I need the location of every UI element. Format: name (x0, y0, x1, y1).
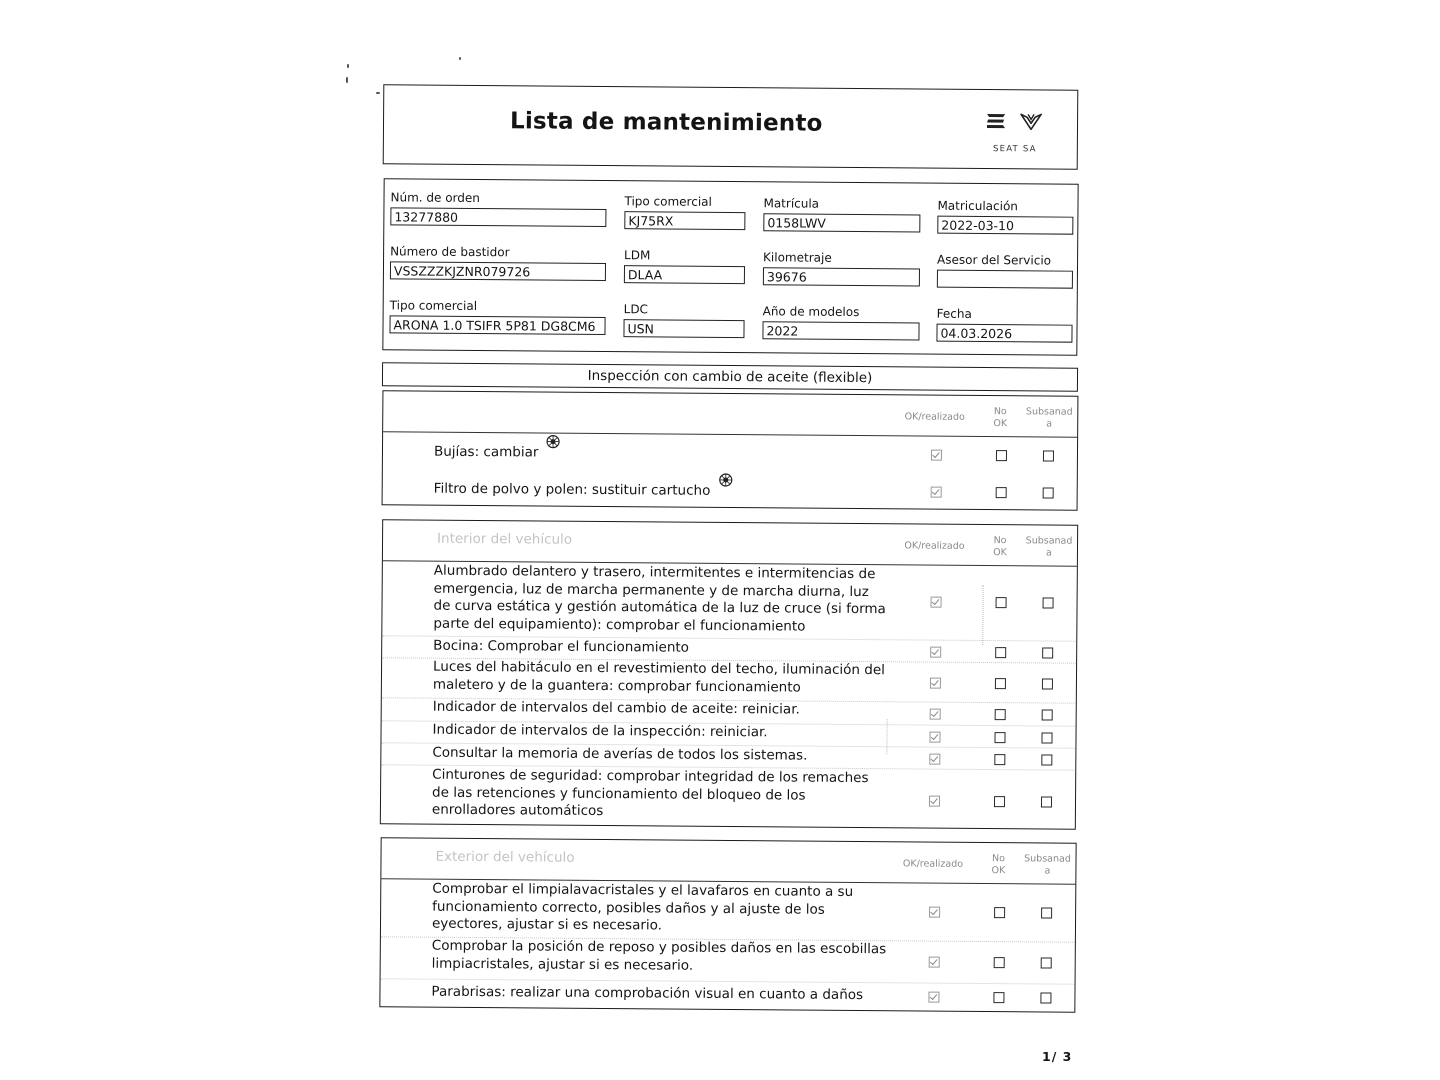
scan-speck (347, 64, 349, 68)
item-label: Filtro de polvo y polen: sustituir cartucho (433, 480, 711, 499)
fixed-checkbox[interactable] (1042, 709, 1053, 720)
fixed-checkbox[interactable] (1041, 796, 1052, 807)
not-ok-checkbox[interactable] (995, 647, 1006, 658)
date-field (936, 306, 1072, 343)
field-label: LDC (623, 302, 649, 317)
field-label: Tipo comercial (624, 194, 712, 209)
field-value: 0158LWV (763, 213, 920, 232)
section-title: Inspección con cambio de aceite (flexible) (382, 362, 1078, 391)
col-header-line: a (1046, 418, 1053, 430)
ok-checkbox[interactable] (929, 754, 940, 765)
seat-logo-icon (985, 112, 1007, 130)
item-text: Indicador de intervalos de la inspección: reiniciar. (432, 721, 768, 741)
document-title: Lista de mantenimiento (509, 108, 823, 137)
field-label: Fecha (936, 306, 972, 321)
registration-date-field (937, 198, 1073, 235)
fixed-checkbox[interactable] (1043, 487, 1054, 498)
field-value: DLAA (624, 265, 745, 284)
col-header-line: Subsanad (1024, 853, 1071, 865)
col-header-fixed (1021, 853, 1073, 877)
ok-checkbox[interactable] (931, 450, 942, 461)
ok-checkbox[interactable] (930, 678, 941, 689)
col-header-line: No (992, 853, 1006, 865)
checklist-table-interior (380, 519, 1078, 829)
field-label: Número de bastidor (390, 244, 510, 260)
checklist-row (381, 936, 1075, 982)
item-text: Comprobar el limpialavacristales y el lavafaros en cuanto a su funcionamiento correcto, posibles daños y al ajuste de los eyectores, ajustar si es necesario. (431, 880, 854, 934)
col-header-line: a (1044, 865, 1051, 877)
cupra-logo-icon (1019, 111, 1043, 131)
fixed-checkbox[interactable] (1041, 907, 1052, 918)
ok-checkbox[interactable] (930, 709, 941, 720)
col-header-line: No (993, 406, 1007, 418)
col-header-no-ok (988, 406, 1012, 430)
item-text: Luces del habitáculo en el revestimiento del techo, iluminación del maletero y de la guantera: comprobar funcionamiento (432, 658, 885, 696)
service-advisor-field (937, 252, 1073, 289)
commercial-type-full-field (389, 297, 605, 335)
gear-icon (546, 435, 560, 449)
field-value: ARONA 1.0 TSIFR 5P81 DG8CM6 (389, 315, 605, 335)
group-title: Interior del vehículo (436, 530, 573, 548)
fixed-checkbox[interactable] (1041, 754, 1052, 765)
scan-speck (346, 77, 348, 83)
item-text (434, 481, 894, 502)
not-ok-checkbox[interactable] (995, 709, 1006, 720)
col-header-line: OK (993, 418, 1008, 430)
item-text: Consultar la memoria de averías de todos los sistemas. (432, 744, 808, 764)
not-ok-checkbox[interactable] (993, 992, 1004, 1003)
order-number-field (390, 189, 606, 227)
col-header-line: a (1045, 547, 1052, 559)
not-ok-checkbox[interactable] (994, 732, 1005, 743)
checklist-row (383, 473, 1077, 508)
not-ok-checkbox[interactable] (994, 907, 1005, 918)
checklist-row (380, 978, 1074, 1010)
checklist-table-service (382, 390, 1079, 510)
col-header-ok: OK/realizado (904, 540, 965, 552)
scan-speck (376, 92, 380, 94)
field-value: VSSZZZKJZNR079726 (390, 261, 606, 281)
col-header-line: No (993, 535, 1007, 547)
field-value: 04.03.2026 (936, 324, 1072, 343)
fixed-checkbox[interactable] (1042, 647, 1053, 658)
checklist-row (382, 657, 1076, 701)
col-header-line: Subsanad (1025, 535, 1073, 547)
checklist-table-exterior (379, 837, 1076, 1012)
brand-logos (975, 108, 1055, 159)
field-label: Matriculación (937, 198, 1018, 214)
mileage-field (763, 249, 920, 286)
item-text: Alumbrado delantero y trasero, intermitentes e intermitencias de emergencia, luz de marcha permanente y de marcha diurna, luz de curva estática y gestión automática de la luz de cruce (si forma parte del equipamiento): comprobar el funcionamiento (433, 562, 886, 635)
field-label: Tipo comercial (389, 298, 478, 314)
col-header-fixed (1023, 406, 1075, 430)
col-header-ok: OK/realizado (904, 411, 965, 423)
fixed-checkbox[interactable] (1043, 597, 1054, 608)
group-title: Exterior del vehículo (435, 848, 575, 866)
model-year-field (762, 303, 919, 340)
ok-checkbox[interactable] (931, 487, 942, 498)
col-header-line: OK (991, 865, 1006, 877)
not-ok-checkbox[interactable] (994, 796, 1005, 807)
field-label: Kilometraje (763, 250, 832, 265)
vin-field (390, 243, 606, 281)
not-ok-checkbox[interactable] (996, 450, 1007, 461)
col-header-line: OK (993, 547, 1007, 559)
gear-icon (718, 473, 732, 487)
field-label: Matrícula (763, 196, 820, 211)
field-value: 39676 (763, 267, 920, 286)
fixed-checkbox[interactable] (1041, 957, 1052, 968)
col-header-no-ok (988, 535, 1012, 559)
page-number: 1/ 3 (1042, 1049, 1073, 1064)
ldc-field (623, 301, 744, 338)
table-header (383, 520, 1077, 566)
item-text: Comprobar la posición de reposo y posibles daños en las escobillas limpiacristales, ajustar si es necesario. (431, 937, 887, 974)
brand-name: SEAT SA (992, 144, 1037, 155)
item-label: Bujías: cambiar (433, 443, 539, 461)
field-value: KJ75RX (624, 211, 745, 230)
ok-checkbox[interactable] (929, 907, 940, 918)
col-header-ok: OK/realizado (902, 858, 964, 870)
commercial-type-field (624, 193, 745, 230)
fixed-checkbox[interactable] (1041, 732, 1052, 743)
table-header (381, 838, 1075, 884)
vehicle-info-panel (382, 178, 1078, 355)
field-value: USN (623, 319, 744, 338)
field-label: LDM (624, 248, 651, 263)
item-text: Cinturones de seguridad: comprobar integridad de los remaches de las retenciones y funcionamiento del bloqueo de los enrolladores automáticos (431, 766, 869, 820)
ok-checkbox[interactable] (928, 992, 939, 1003)
item-text (434, 444, 894, 465)
ldm-field (624, 247, 745, 284)
checklist-row (383, 437, 1077, 472)
field-label: Año de modelos (762, 304, 860, 320)
field-value (937, 270, 1073, 289)
ok-checkbox[interactable] (929, 732, 940, 743)
scan-speck (459, 57, 461, 60)
field-value: 13277880 (390, 207, 606, 227)
col-header-fixed (1023, 535, 1075, 559)
fixed-checkbox[interactable] (1043, 450, 1054, 461)
col-header-no-ok (986, 853, 1010, 877)
ok-checkbox[interactable] (929, 957, 940, 968)
fixed-checkbox[interactable] (1040, 992, 1051, 1003)
item-text: Bocina: Comprobar el funcionamiento (433, 637, 690, 656)
checklist-row (381, 764, 1075, 826)
field-value: 2022-03-10 (937, 216, 1073, 235)
ok-checkbox[interactable] (929, 796, 940, 807)
document-header (383, 84, 1079, 169)
not-ok-checkbox[interactable] (996, 597, 1007, 608)
not-ok-checkbox[interactable] (994, 754, 1005, 765)
item-text: Indicador de intervalos del cambio de aceite: reiniciar. (432, 698, 800, 718)
not-ok-checkbox[interactable] (996, 487, 1007, 498)
checklist-row (382, 562, 1077, 637)
fixed-checkbox[interactable] (1042, 678, 1053, 689)
field-value: 2022 (762, 321, 919, 340)
ok-checkbox[interactable] (931, 597, 942, 608)
field-label: Núm. de orden (390, 190, 480, 206)
license-plate-field (763, 195, 920, 232)
ok-checkbox[interactable] (930, 647, 941, 658)
field-label: Asesor del Servicio (937, 252, 1052, 268)
not-ok-checkbox[interactable] (994, 957, 1005, 968)
table-header (383, 391, 1077, 437)
not-ok-checkbox[interactable] (995, 678, 1006, 689)
checklist-row (381, 880, 1075, 941)
col-header-line: Subsanad (1025, 406, 1073, 418)
item-text: Parabrisas: realizar una comprobación visual en cuanto a daños (431, 983, 864, 1004)
